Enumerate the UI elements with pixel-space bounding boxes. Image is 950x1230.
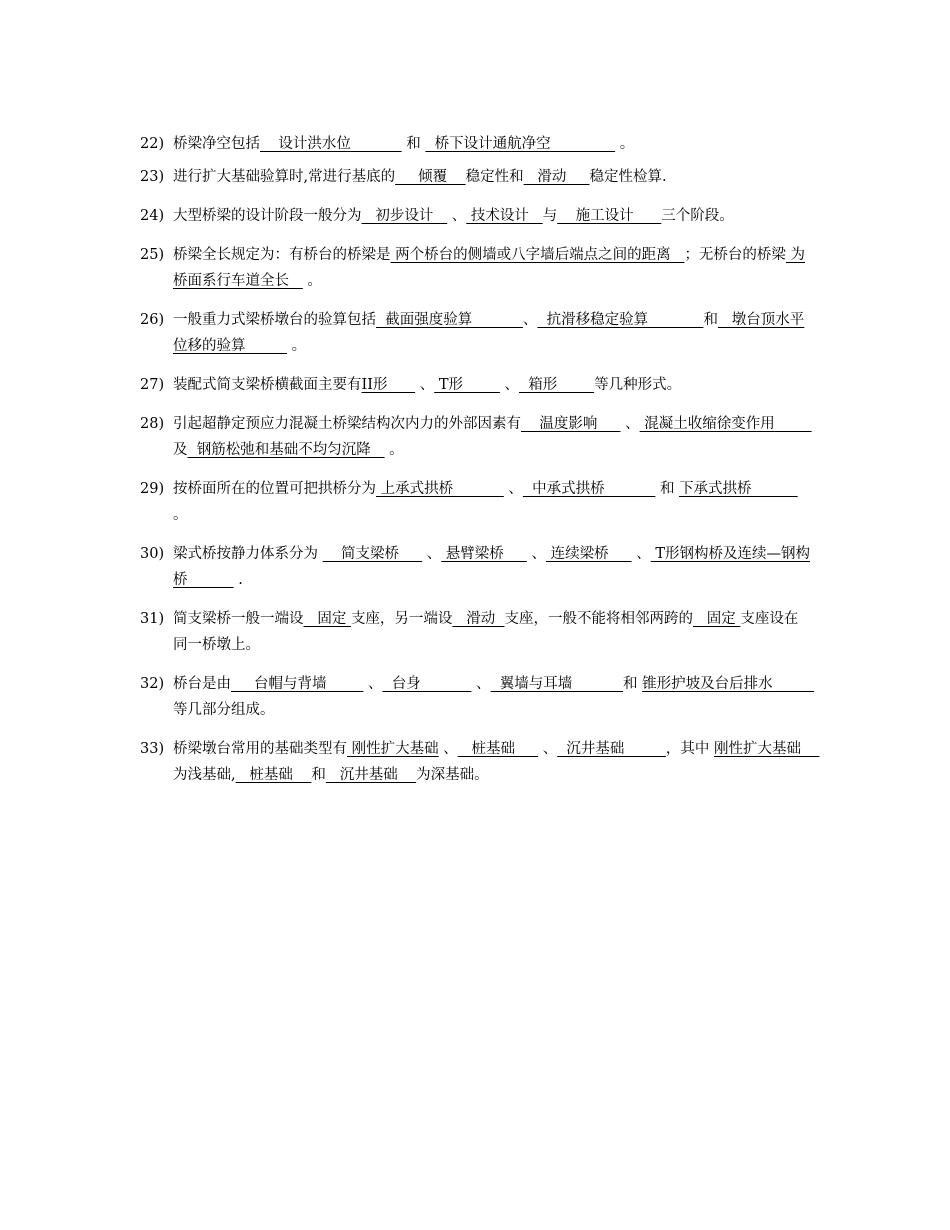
question-segment: 、 — [447, 208, 467, 224]
question-item — [140, 476, 810, 528]
answer-blank: 技术设计 — [466, 208, 543, 224]
question-item — [140, 164, 810, 190]
question-segment: 、 — [503, 481, 523, 497]
question-segment: 、 — [415, 377, 435, 393]
question-segment: 、 — [363, 676, 383, 692]
question-segment: 支座设在同一桥墩上。 — [173, 611, 799, 653]
answer-blank: 钢筋松弛和基础不均匀沉降 — [187, 442, 385, 458]
answer-blank: 固定 — [692, 611, 741, 627]
question-item — [140, 242, 810, 294]
answer-blank: 截面强度验算 — [376, 312, 523, 328]
question-segment: 桥台是由 — [173, 676, 231, 692]
question-segment: 大型桥梁的设计阶段一般分为 — [173, 208, 362, 224]
answer-blank: T形 — [434, 377, 500, 393]
question-number: 23) — [140, 169, 165, 185]
question-segment: 一般重力式梁桥墩台的验算包括 — [173, 312, 376, 328]
answer-blank: 桥下设计通航净空 — [425, 136, 616, 152]
question-number: 24) — [140, 208, 165, 224]
question-item — [140, 372, 810, 398]
answer-blank: 锥形护坡及台后排水 — [642, 676, 815, 692]
question-item — [140, 307, 810, 359]
answer-blank: 抗滑移稳定验算 — [537, 312, 704, 328]
question-segment: ，其中 — [665, 741, 715, 757]
question-segment: ；无桥台的桥梁 — [684, 247, 786, 263]
question-segment: 和 — [401, 136, 426, 152]
question-text — [173, 671, 815, 723]
answer-blank: 固定 — [303, 611, 351, 627]
answer-blank: 滑动 — [523, 169, 590, 185]
question-item — [140, 541, 810, 593]
question-item — [140, 203, 810, 229]
answer-blank: 墩台顶水平位移的验算 — [173, 312, 805, 354]
answer-blank: 下承式拱桥 — [679, 481, 798, 497]
answer-blank: 初步设计 — [361, 208, 448, 224]
question-segment: 稳定性和 — [465, 169, 524, 185]
question-segment: 与 — [542, 208, 558, 224]
question-segment: 。 — [286, 338, 307, 354]
question-text — [173, 411, 810, 463]
question-number: 26) — [140, 312, 165, 328]
question-text — [173, 307, 810, 359]
question-segment: 和 — [622, 676, 643, 692]
answer-blank: 连续梁桥 — [545, 546, 632, 562]
answer-blank: 刚性扩大基础 — [347, 741, 439, 757]
question-number: 25) — [140, 247, 165, 263]
answer-blank: 桩基础 — [457, 741, 539, 757]
question-segment: 为深基础。 — [416, 767, 489, 783]
question-item — [140, 606, 810, 658]
question-number: 30) — [140, 546, 165, 562]
question-segment: 、 — [422, 546, 442, 562]
question-number: 33) — [140, 741, 165, 757]
answer-blank: 刚性扩大基础 — [714, 741, 820, 757]
question-segment: 、 — [522, 312, 538, 328]
answer-blank: 为桥面系行车道全长 — [173, 247, 806, 289]
question-segment: 引起超静定预应力混凝土桥梁结构次内力的外部因素有 — [173, 416, 521, 432]
answer-blank: 台帽与背墙 — [231, 676, 364, 692]
question-segment: 等几种形式。 — [594, 377, 682, 393]
answer-blank: 混凝土收缩徐变作用 — [639, 416, 812, 432]
answer-blank: 施工设计 — [557, 208, 662, 224]
question-list — [140, 131, 820, 788]
question-segment: 。 — [302, 273, 322, 289]
question-number: 22) — [140, 136, 165, 152]
question-segment: 、 — [631, 546, 651, 562]
answer-blank: 中承式拱桥 — [522, 481, 656, 497]
question-segment: 梁式桥按静力体系分为 — [173, 546, 323, 562]
question-segment: . — [233, 572, 243, 588]
question-text — [173, 476, 810, 528]
question-number: 31) — [140, 611, 165, 627]
question-item — [140, 671, 815, 723]
question-segment: 支座，一般不能将相邻两跨的 — [504, 611, 693, 627]
question-text — [173, 606, 810, 658]
question-segment: 、 — [526, 546, 546, 562]
question-segment: 、 — [538, 741, 558, 757]
question-item — [140, 736, 820, 788]
answer-blank: 桩基础 — [235, 767, 312, 783]
answer-blank: 翼墙与耳墙 — [490, 676, 623, 692]
question-text — [173, 164, 810, 190]
answer-blank: 沉井基础 — [325, 767, 417, 783]
question-number: 32) — [140, 676, 165, 692]
question-segment: 、 — [471, 676, 491, 692]
question-segment: 、 — [438, 741, 458, 757]
answer-blank: 简支梁桥 — [322, 546, 423, 562]
question-segment: 桥梁净空包括 — [173, 136, 260, 152]
question-number: 29) — [140, 481, 165, 497]
question-segment: 简支梁桥一般一端设 — [173, 611, 304, 627]
question-segment: 等几部分组成。 — [173, 702, 275, 718]
answer-blank: 台身 — [382, 676, 472, 692]
answer-blank: 箱形 — [519, 377, 595, 393]
question-text — [173, 131, 810, 157]
question-segment: 为浅基础, — [173, 767, 236, 783]
question-item — [140, 411, 810, 463]
question-item — [140, 131, 810, 157]
question-segment: 三个阶段。 — [661, 208, 734, 224]
answer-blank: 上承式拱桥 — [376, 481, 504, 497]
question-text — [173, 736, 820, 788]
answer-blank: II形 — [361, 377, 416, 393]
question-segment: 支座，另一端设 — [350, 611, 453, 627]
question-segment: 桥梁全长规定为：有桥台的桥梁是 — [173, 247, 391, 263]
question-text — [173, 203, 810, 229]
answer-blank: 倾覆 — [395, 169, 466, 185]
question-segment: 桥梁墩台常用的基础类型有 — [173, 741, 347, 757]
answer-blank: 滑动 — [452, 611, 505, 627]
question-segment: 。 — [173, 507, 188, 523]
question-segment: 和 — [703, 312, 718, 328]
answer-blank: T形钢构桥及连续—钢构桥 — [173, 546, 811, 588]
question-segment: 和 — [311, 767, 326, 783]
answer-blank: 悬臂梁桥 — [441, 546, 527, 562]
question-segment: 装配式简支梁桥横截面主要有 — [173, 377, 362, 393]
question-text — [173, 372, 810, 398]
answer-blank: 温度影响 — [521, 416, 621, 432]
question-segment: 、 — [499, 377, 519, 393]
question-segment: 、 — [620, 416, 640, 432]
question-segment: 进行扩大基础验算时,常进行基底的 — [173, 169, 396, 185]
question-segment: 。 — [615, 136, 635, 152]
question-segment: 。 — [384, 442, 404, 458]
question-segment: 和 — [655, 481, 680, 497]
question-text — [173, 242, 810, 294]
question-text — [173, 541, 810, 593]
question-segment: 按桥面所在的位置可把拱桥分为 — [173, 481, 376, 497]
question-segment: 及 — [173, 442, 188, 458]
answer-blank: 设计洪水位 — [260, 136, 402, 152]
answer-blank: 沉井基础 — [557, 741, 666, 757]
question-number: 28) — [140, 416, 165, 432]
answer-blank: 两个桥台的侧墙或八字墙后端点之间的距离 — [390, 247, 685, 263]
question-segment: 稳定性检算. — [589, 169, 667, 185]
question-number: 27) — [140, 377, 165, 393]
